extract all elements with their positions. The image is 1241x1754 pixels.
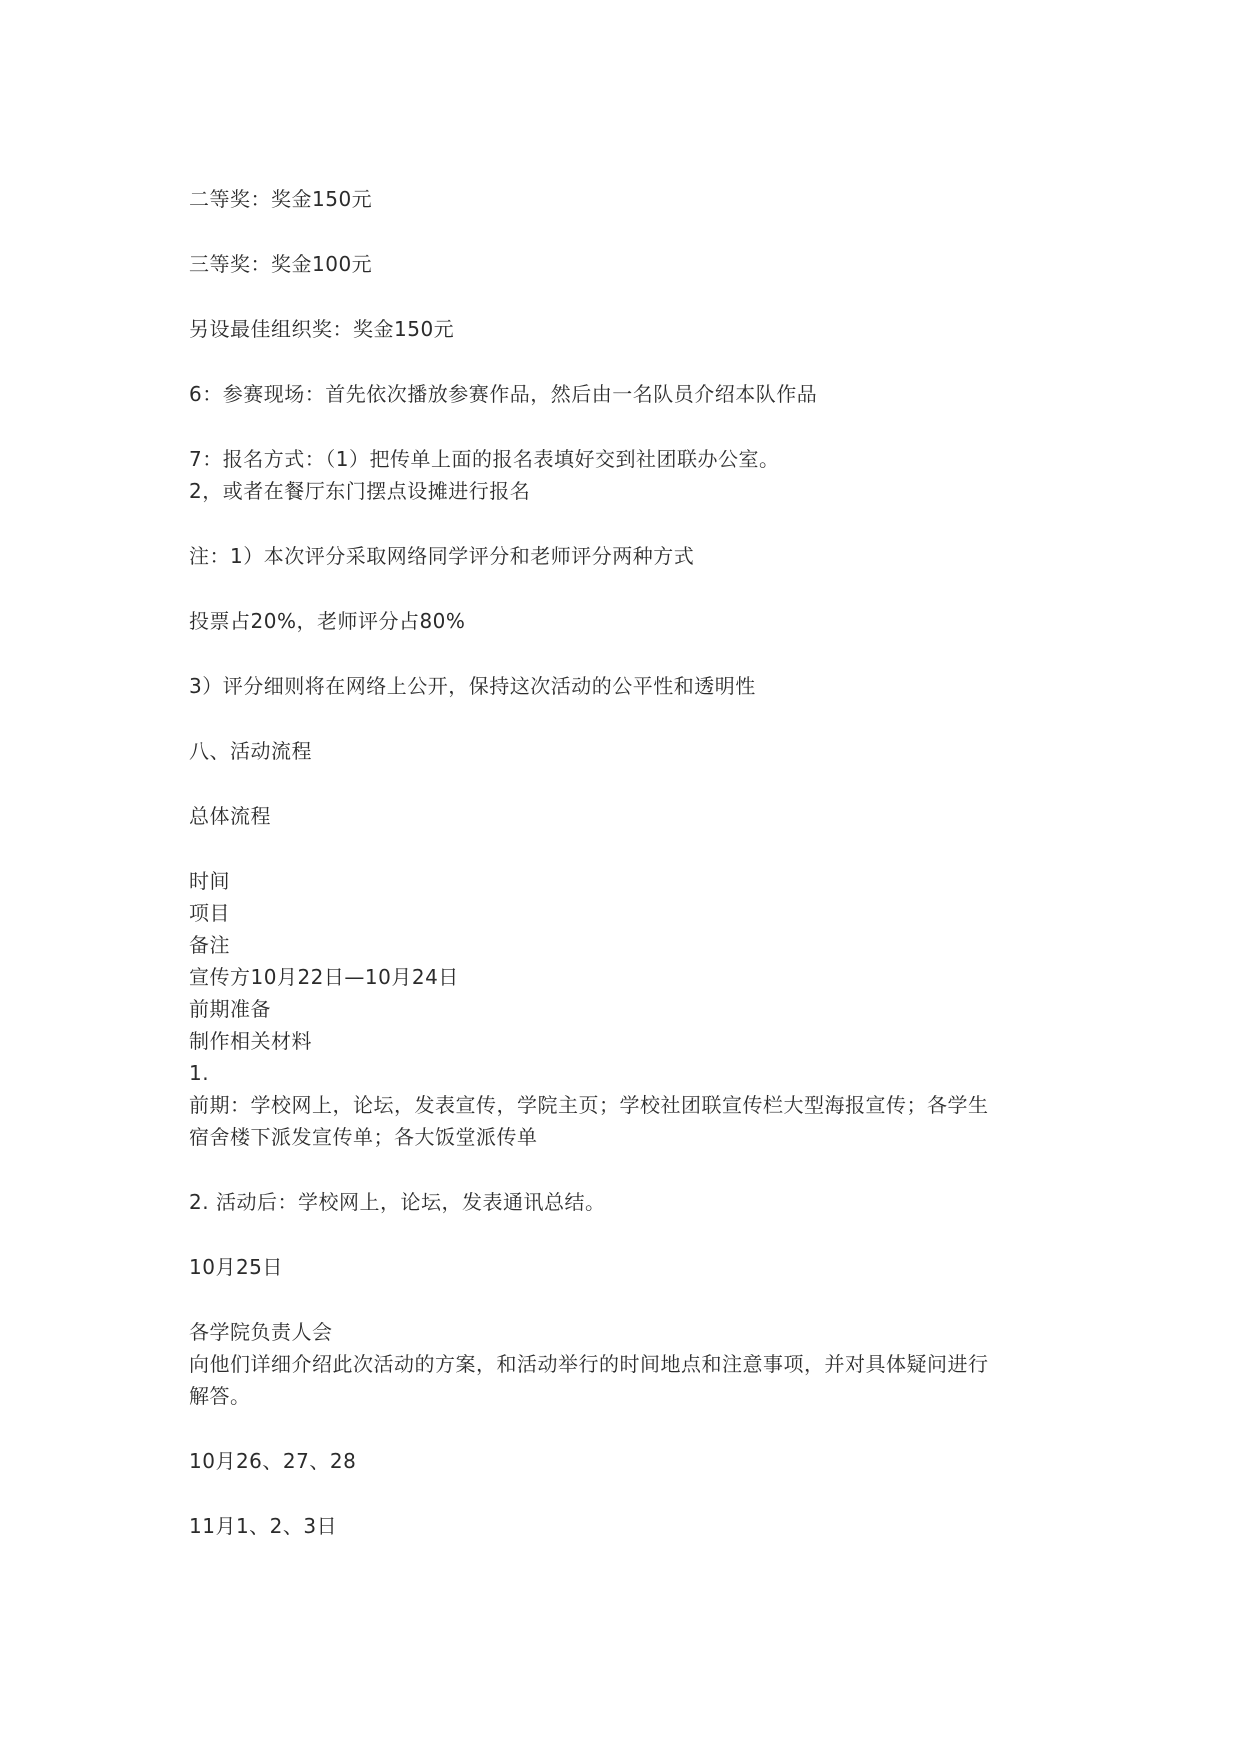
competition-scene-line: 6：参赛现场：首先依次播放参赛作品，然后由一名队员介绍本队作品 <box>189 382 818 406</box>
section-heading-activity-flow: 八、活动流程 <box>189 739 312 763</box>
second-prize-line: 二等奖：奖金150元 <box>189 187 373 211</box>
table-header-note: 备注 <box>189 933 230 957</box>
date-oct-25: 10月25日 <box>189 1255 283 1279</box>
registration-method-line: 7：报名方式：（1）把传单上面的报名表填好交到社团联办公室。 <box>189 447 780 471</box>
college-leaders-meeting-line: 各学院负责人会 <box>189 1320 333 1344</box>
post-activity-line: 2. 活动后：学校网上，论坛，发表通讯总结。 <box>189 1190 606 1214</box>
meeting-detail-line-1: 向他们详细介绍此次活动的方案，和活动举行的时间地点和注意事项，并对具体疑问进行 <box>189 1352 989 1376</box>
scoring-rules-line: 3）评分细则将在网络上公开，保持这次活动的公平性和透明性 <box>189 674 756 698</box>
best-organization-prize-line: 另设最佳组织奖：奖金150元 <box>189 317 455 341</box>
meeting-detail-line-2: 解答。 <box>189 1384 251 1408</box>
table-header-item: 项目 <box>189 901 230 925</box>
dates-nov-1-3: 11月1、2、3日 <box>189 1514 338 1538</box>
vote-ratio-line: 投票占20%，老师评分占80% <box>189 609 466 633</box>
list-number-1: 1. <box>189 1061 210 1085</box>
registration-alt-line: 2，或者在餐厅东门摆点设摊进行报名 <box>189 479 531 503</box>
materials-line: 制作相关材料 <box>189 1029 312 1053</box>
early-promotion-line-2: 宿舍楼下派发宣传单；各大饭堂派传单 <box>189 1125 538 1149</box>
early-promotion-line-1: 前期：学校网上，论坛，发表宣传，学院主页；学校社团联宣传栏大型海报宣传；各学生 <box>189 1093 989 1117</box>
dates-oct-26-28: 10月26、27、28 <box>189 1449 357 1473</box>
table-header-time: 时间 <box>189 869 230 893</box>
promotion-dates-line: 宣传方10月22日—10月24日 <box>189 965 459 989</box>
overall-flow-heading: 总体流程 <box>189 804 271 828</box>
preparation-line: 前期准备 <box>189 997 271 1021</box>
scoring-note-line: 注：1）本次评分采取网络同学评分和老师评分两种方式 <box>189 544 695 568</box>
third-prize-line: 三等奖：奖金100元 <box>189 252 373 276</box>
